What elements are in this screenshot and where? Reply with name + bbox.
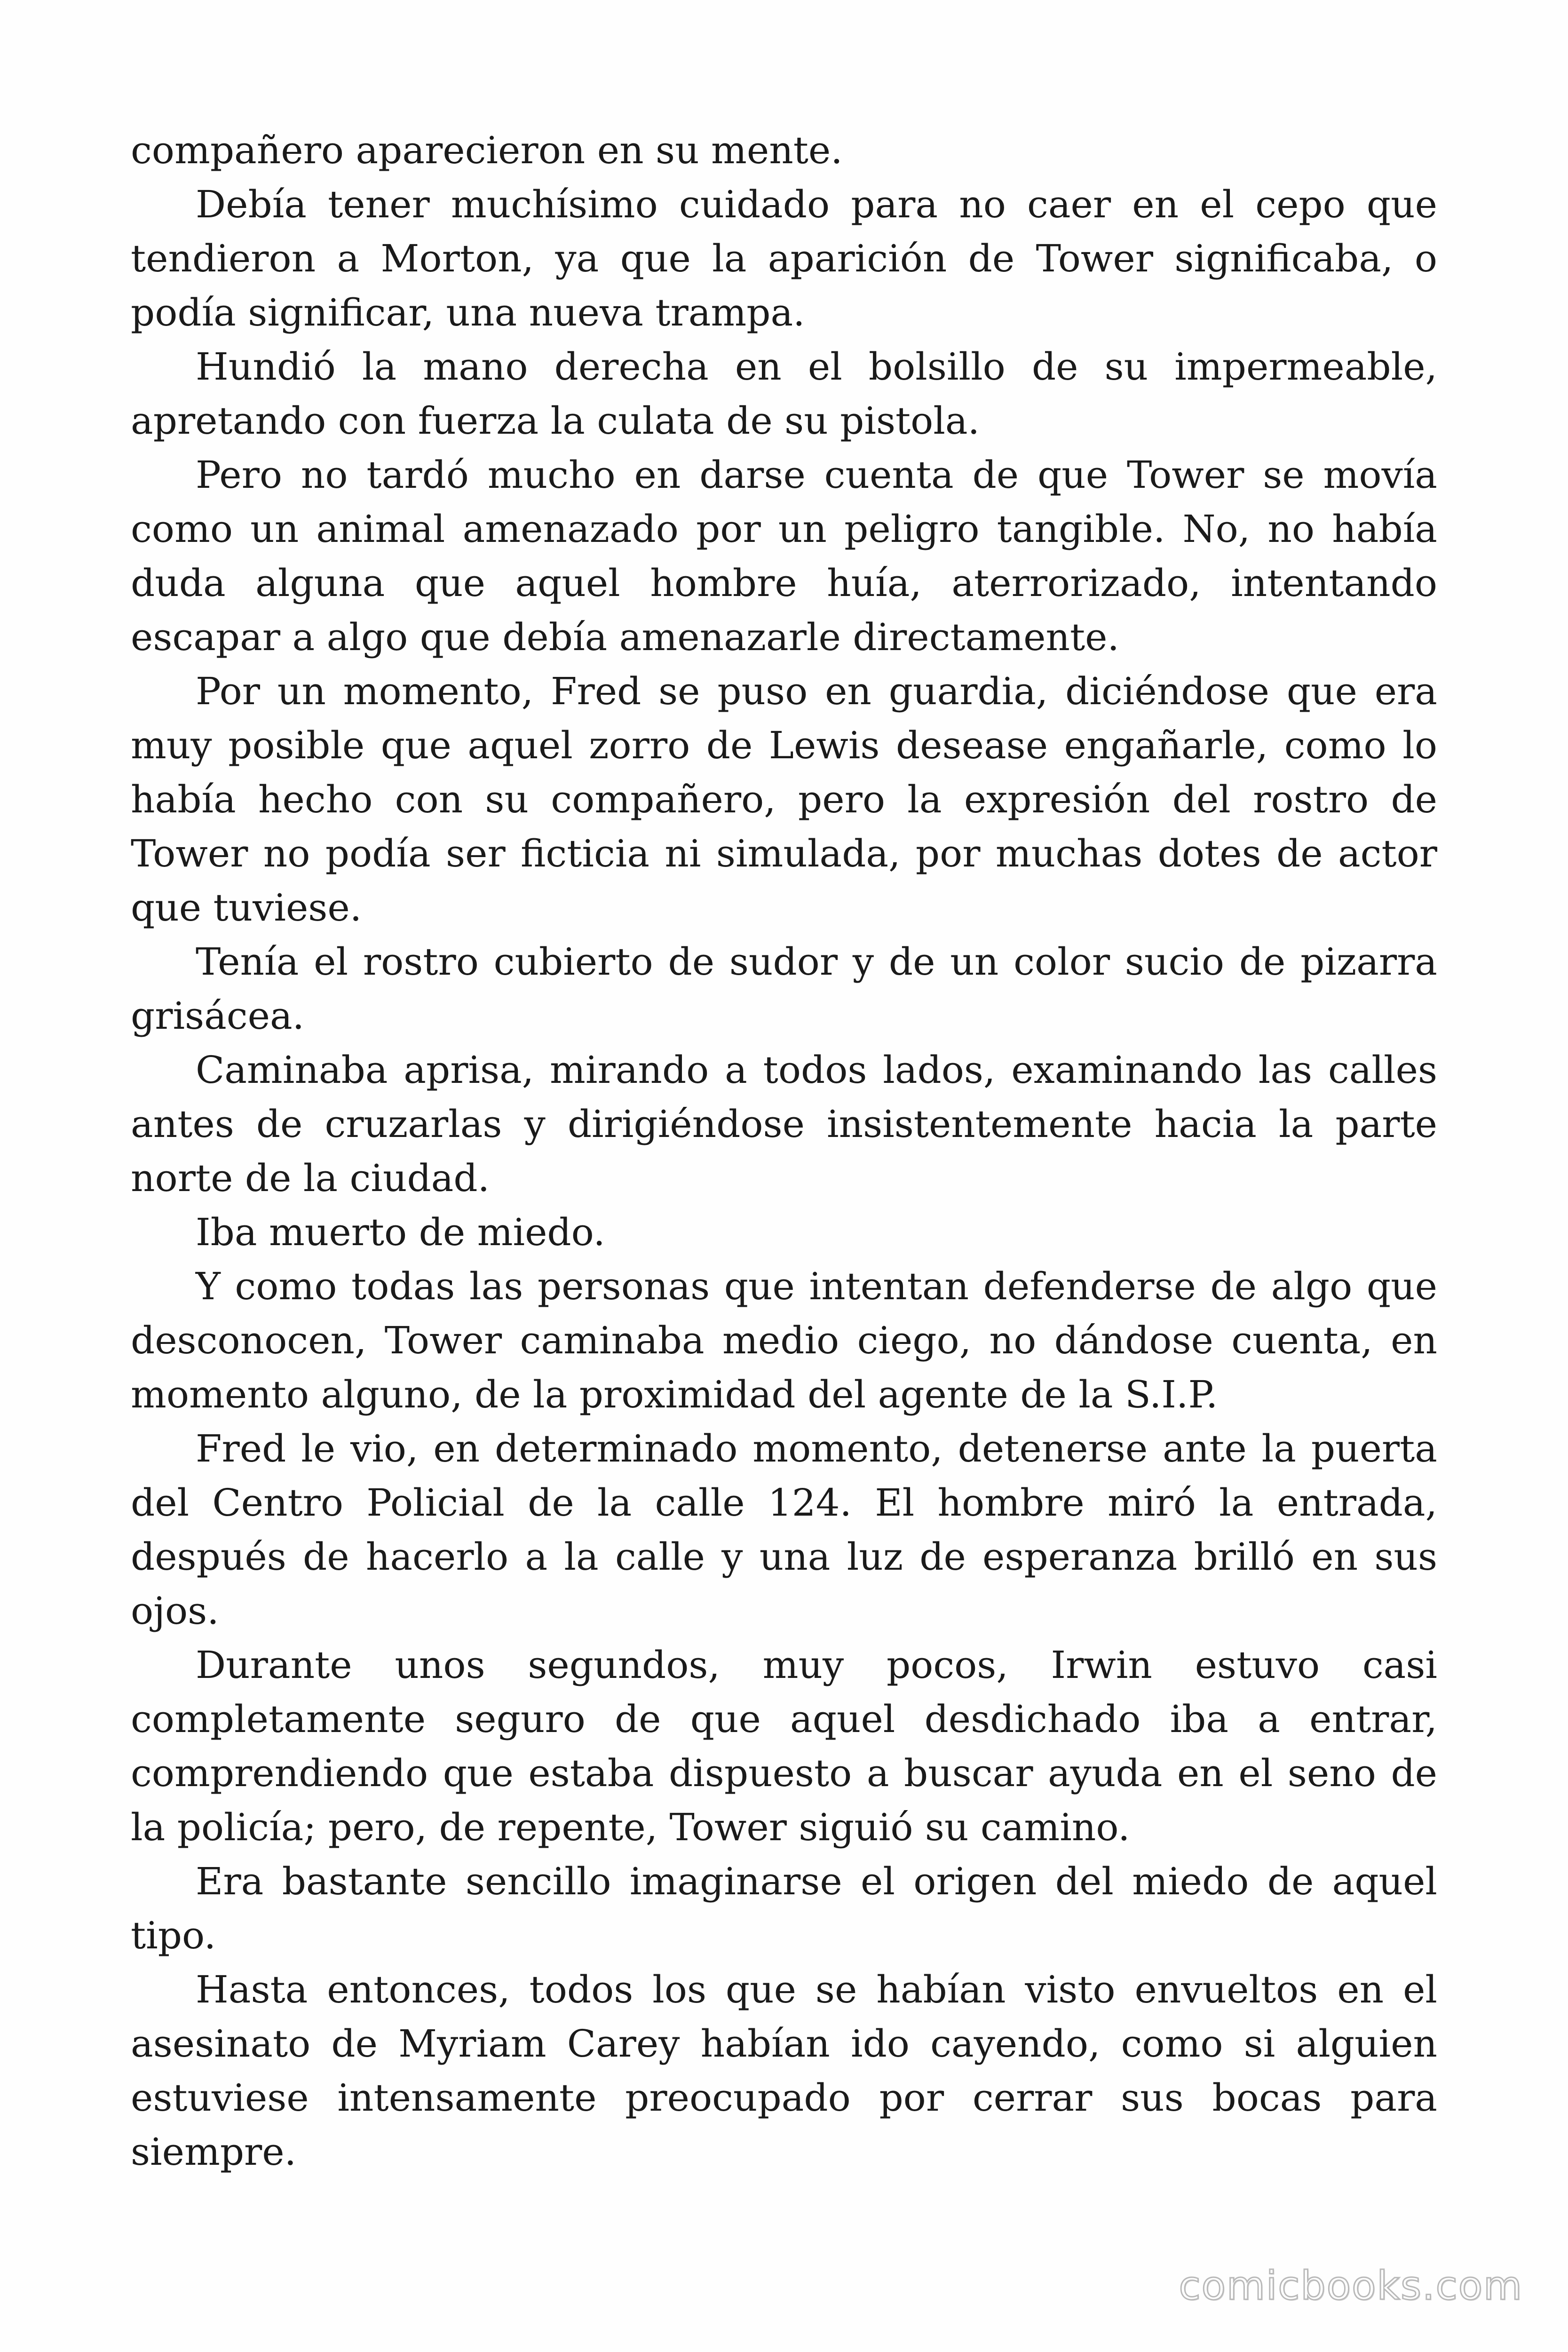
- paragraph: Hundió la mano derecha en el bolsillo de su impermeable, apretando con fuerza la culata de su pistola.: [131, 345, 1437, 443]
- paragraph: Fred le vio, en determinado momento, detenerse ante la puerta del Centro Policial de la calle 124. El hombre miró la entrada, después de hacerlo a la calle y una luz de esperanza brilló en sus ojos.: [131, 1427, 1437, 1633]
- paragraph: Debía tener muchísimo cuidado para no caer en el cepo que tendieron a Morton, ya que la aparición de Tower significaba, o podía significar, una nueva trampa.: [131, 183, 1437, 334]
- paragraph-continuation: compañero aparecieron en su mente.: [131, 128, 843, 172]
- paragraph: Tenía el rostro cubierto de sudor y de un color sucio de pizarra grisácea.: [131, 940, 1437, 1038]
- paragraph: Durante unos segundos, muy pocos, Irwin estuvo casi completamente seguro de que aquel desdichado iba a entrar, comprendiendo que estaba dispuesto a buscar ayuda en el seno de la policía; pero, de repente, Tower siguió su camino.: [131, 1643, 1437, 1849]
- watermark: comicbooks.com: [1179, 2263, 1523, 2309]
- paragraph: Caminaba aprisa, mirando a todos lados, examinando las calles antes de cruzarlas y dirigiéndose insistentemente hacia la parte norte de la ciudad.: [131, 1048, 1437, 1200]
- paragraph: Iba muerto de miedo.: [196, 1210, 605, 1254]
- paragraph: Y como todas las personas que intentan defenderse de algo que desconocen, Tower caminaba medio ciego, no dándose cuenta, en momento alguno, de la proximidad del agente de la S.I.P.: [131, 1264, 1437, 1416]
- paragraph: Pero no tardó mucho en darse cuenta de que Tower se movía como un animal amenazado por un peligro tangible. No, no había duda alguna que aquel hombre huía, aterrorizado, intentando escapar a algo que debía amenazarle directamente.: [131, 453, 1437, 659]
- paragraph: Por un momento, Fred se puso en guardia, diciéndose que era muy posible que aquel zorro de Lewis desease engañarle, como lo había hecho con su compañero, pero la expresión del rostro de Tower no podía ser ficticia ni simulada, por muchas dotes de actor que tuviese.: [131, 669, 1437, 930]
- body-text: [131, 123, 1437, 2179]
- paragraph: Hasta entonces, todos los que se habían visto envueltos en el asesinato de Myriam Carey habían ido cayendo, como si alguien estuviese intensamente preocupado por cerrar sus bocas para siempre.: [131, 1968, 1437, 2174]
- paragraph: Era bastante sencillo imaginarse el origen del miedo de aquel tipo.: [131, 1859, 1437, 1957]
